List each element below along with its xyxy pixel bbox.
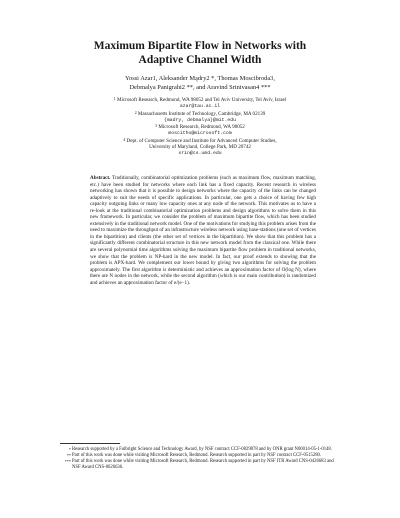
affiliation-email: azar@tau.ac.il — [179, 104, 221, 110]
footnote-text: Part of this work was done while visiting Microsoft Research, Redmond. Research supported in part by NSF ITR Award CNS-0426683 and NSF Award CNS-0626636. — [72, 459, 334, 471]
affiliation-email: {madry, debmalya}@mit.edu — [164, 117, 236, 123]
affiliation-mark: 1 — [113, 97, 116, 101]
affiliation-4 — [70, 138, 330, 158]
affiliations — [70, 97, 330, 158]
title-line-2: Adaptive Channel Width — [138, 53, 262, 66]
footnotes — [60, 443, 340, 471]
affiliation-mark: 4 — [123, 137, 126, 142]
abstract-text: Traditionally, combinatorial optimization problems (such as maximum flow, maximum matching, etc.) have been studied for networks where each link has a fixed capacity. Recent research in wireless networking has shown that it is possible to design networks where the capacity of the links can be changed adaptively to suit the needs of specific applications. In particular, one gets a choice of having few high capacity outgoing links or many low capacity ones at any node of the network. This motivates us to have a re-look at the traditional combinatorial optimization problems and design algorithms to solve them in this new framework. In particular, we consider the problem of maximum bipartite flow, which has been studied extensively in the traditional network model. One of the motivations for studying this problem arises from the need to maximize the throughput of an infrastructure wireless network using base-stations (one set of vertices in the bipartition) and clients (the other set of vertices in the bipartition). We show that this problem has a significantly different combinatorial structure in this new network model from the classical one. While there are several polynomial time algorithms solving the maximum bipartite flow problem in traditional networks, we show that the problem is NP-hard in the new model. In fact, our proof extends to showing that the problem is APX-hard. We complement our lower bound by giving two algorithms for solving the problem approximately. The first algorithm is deterministic and achieves an approximation factor of O(log N), where there are N nodes in the network, while the second algorithm (which is our main contribution) is randomized and achieves an approximation factor of e/(e−1). — [90, 175, 316, 286]
footnote-mark: ** — [66, 452, 71, 458]
abstract — [90, 175, 316, 286]
affiliation-email: srin@cs.umd.edu — [178, 151, 222, 157]
abstract-label: Abstract. — [90, 175, 111, 181]
footnote-mark: *** — [64, 458, 71, 464]
affiliation-line: Dept. of Computer Science and Institute for Advanced Computer Studies, — [126, 137, 277, 144]
affiliation-1 — [70, 97, 330, 111]
authors-line-1: Yossi Azar1, Aleksander Mądry2 *, Thomas Moscibroda3, — [125, 75, 275, 82]
footnote-1 — [60, 447, 340, 453]
authors-line-2: Debmalya Panigrahi2 **, and Aravind Srinivasan4 *** — [129, 83, 271, 91]
footnote-text: Part of this work was done while visiting Microsoft Research, Redmond. Research supported in part by NSF contract CCF-0515280. — [72, 453, 322, 459]
affiliation-line: Massachusetts Institute of Technology, Cambridge, MA 02139 — [137, 110, 266, 117]
affiliation-email: moscitho@microsoft.com — [168, 131, 232, 137]
affiliation-line: Microsoft Research, Redmond, WA 98052 — [158, 124, 245, 131]
paper-title — [60, 40, 340, 67]
footnote-text: Research supported by a Fulbright Science and Technology Award, by NSF contract CCF-0829878 and by ONR grant N00014-05-1-0148. — [72, 447, 332, 452]
author-list — [60, 75, 340, 93]
affiliation-3 — [70, 124, 330, 138]
affiliation-mark: 2 — [134, 110, 137, 115]
footnote-mark: * — [68, 446, 71, 452]
affiliation-2 — [70, 111, 330, 125]
title-line-1: Maximum Bipartite Flow in Networks with — [93, 40, 307, 52]
affiliation-line: University of Maryland, College Park, MD 20742 — [149, 144, 251, 151]
footnote-3 — [60, 459, 340, 470]
footnote-divider — [60, 443, 120, 444]
affiliation-mark: 3 — [155, 124, 158, 129]
footnote-2 — [60, 453, 340, 459]
affiliation-line: Microsoft Research, Redmond, WA 98052 and Tel Aviv University, Tel Aviv, Israel — [116, 97, 287, 103]
